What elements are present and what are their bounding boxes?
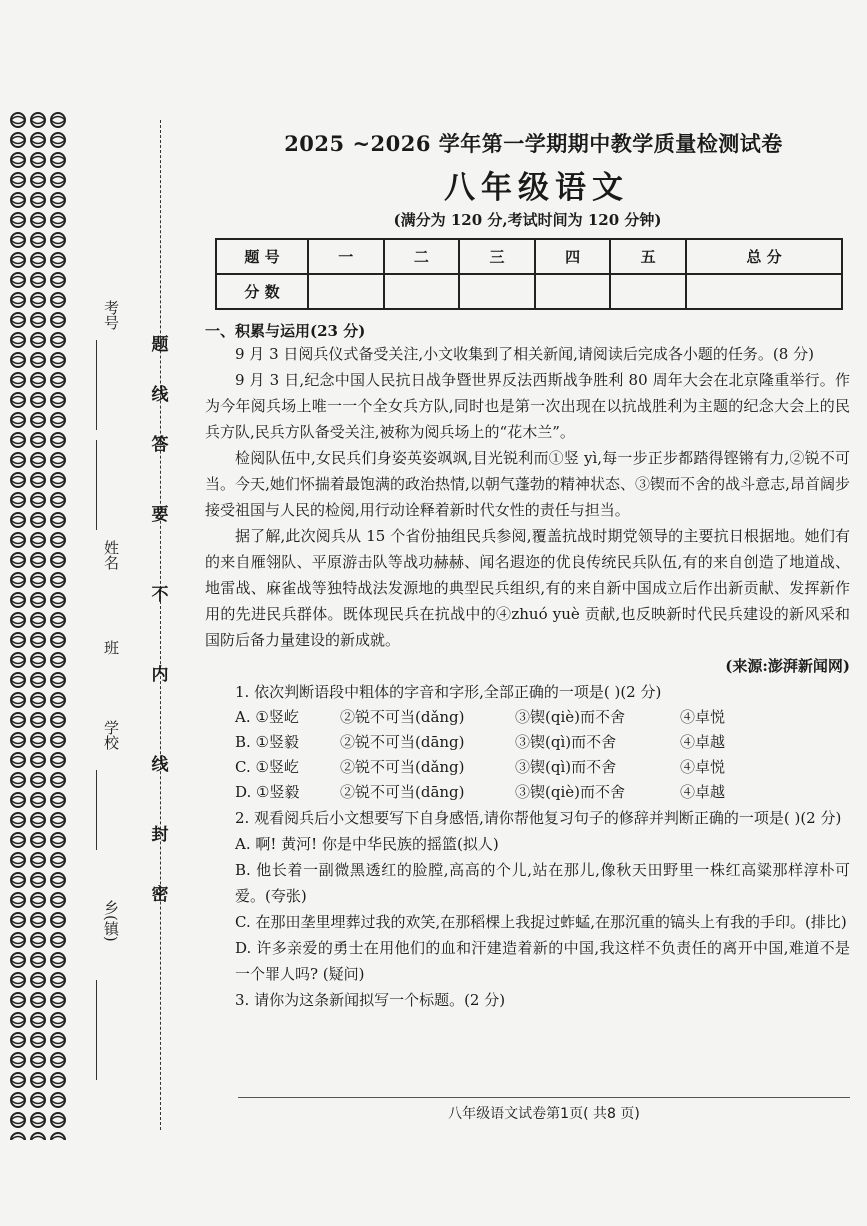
news-source: (来源:澎湃新闻网) [725,657,850,675]
subject-title: 八年级语文 [444,170,629,206]
class-label: 班 [102,640,120,655]
q1-option-d[interactable] [205,780,850,805]
score-cell[interactable] [686,274,842,309]
option-part: ④卓越 [680,783,726,801]
q1-option-c[interactable] [205,755,850,780]
score-cell[interactable] [535,274,611,309]
option-part: ④卓越 [680,733,726,751]
section-intro: 9 月 3 日阅兵仪式备受关注,小文收集到了相关新闻,请阅读后完成各小题的任务。(8 分) [235,345,814,363]
option-part: ②锐不可当(dǎng) [340,708,465,726]
kaohao-line[interactable] [96,340,97,430]
q2-option-c[interactable]: C. 在那田垄里埋葬过我的欢笑,在那稻棵上我捉过蚱蜢,在那沉重的镐头上有我的手印。(排比) [235,913,847,931]
option-part: ③锲(qì)而不舍 [515,758,617,776]
score-header-cell: 总 分 [686,239,842,274]
score-cell[interactable] [459,274,535,309]
score-header-row [216,239,842,274]
seal-char: 内 [151,665,169,685]
seal-char: 线 [151,755,169,775]
option-part: A. ①竖屹 [235,708,299,726]
q2-option-b[interactable]: B. 他长着一副微黑透红的脸膛,高高的个儿,站在那儿,像秋天田野里一株红高粱那样淳朴可爱。(夸张) [235,861,850,905]
footer-divider [238,1097,850,1098]
score-header-cell: 题 号 [216,239,308,274]
school-line[interactable] [96,770,97,850]
score-value-row [216,274,842,309]
page-footer: 八年级语文试卷第1页( 共8 页) [448,1106,640,1122]
news-paragraph: 检阅队伍中,女民兵们身姿英姿飒飒,目光锐利而①竖 yì,每一步正步都踏得铿锵有力,②锐不可当。今天,她们怀揣着最饱满的政治热情,以朝气蓬勃的精神状态、③锲而不舍的战斗意志,昂首阔步接受祖国与人民的检阅,用行动诠释着新时代女性的责任与担当。 [205,449,850,519]
score-cell[interactable] [308,274,384,309]
option-part: ③锲(qì)而不舍 [515,733,617,751]
student-info-column [72,300,122,1100]
exam-content [205,128,850,1013]
township-label: 乡(镇) [102,900,120,942]
seal-char: 不 [151,585,169,605]
q2-option-d[interactable]: D. 许多亲爱的勇士在用他们的血和汗建造着新的中国,我这样不负责任的离开中国,难道不是一个罪人吗? (疑问) [235,939,850,983]
option-part: D. ①竖毅 [235,783,300,801]
score-header-cell: 二 [384,239,460,274]
name-label: 姓名 [102,540,120,570]
score-header-cell: 一 [308,239,384,274]
option-part: ④卓悦 [680,708,726,726]
question-3: 3. 请你为这条新闻拟写一个标题。(2 分) [235,991,506,1009]
score-cell[interactable] [610,274,686,309]
seal-text-column [140,300,180,1000]
exam-note: (满分为 120 分,考试时间为 120 分钟) [393,211,662,229]
seal-char: 封 [151,825,169,845]
news-paragraph: 9 月 3 日,纪念中国人民抗日战争暨世界反法西斯战争胜利 80 周年大会在北京隆重举行。作为今年阅兵场上唯一一个全女兵方队,同时也是第一次出现在以抗战胜利为主题的纪念大会上的民兵方队,民兵方队备受关注,被称为阅兵场上的“花木兰”。 [205,371,850,441]
seal-char: 线 [151,385,169,405]
seal-char: 题 [151,335,169,355]
q1-option-a[interactable] [205,705,850,730]
name-line[interactable] [96,440,97,530]
option-part: C. ①竖屹 [235,758,299,776]
option-part: ②锐不可当(dāng) [340,783,465,801]
option-part: ③锲(qiè)而不舍 [515,708,625,726]
question-1: 1. 依次判断语段中粗体的字音和字形,全部正确的一项是( )(2 分) [235,683,662,701]
score-row-label: 分 数 [216,274,308,309]
seal-char: 答 [151,435,169,455]
q2-option-a[interactable]: A. 啊! 黄河! 你是中华民族的摇篮(拟人) [235,835,499,853]
q1-option-b[interactable] [205,730,850,755]
kaohao-label: 考号 [102,300,120,330]
option-part: ③锲(qiè)而不舍 [515,783,625,801]
seal-char: 密 [151,885,169,905]
school-label: 学校 [102,720,120,750]
exam-title: 2025 ~2026 学年第一学期期中教学质量检测试卷 [284,131,783,156]
seal-char: 要 [151,505,169,525]
score-table [215,238,843,310]
question-2: 2. 观看阅兵后小文想要写下自身感悟,请你帮他复习句子的修辞并判断正确的一项是( )(2 分) [235,809,842,827]
township-line[interactable] [96,980,97,1080]
binding-pattern [8,110,68,1140]
score-header-cell: 三 [459,239,535,274]
score-header-cell: 五 [610,239,686,274]
option-part: ②锐不可当(dǎng) [340,758,465,776]
option-part: ④卓悦 [680,758,726,776]
option-part: B. ①竖毅 [235,733,300,751]
news-paragraph: 据了解,此次阅兵从 15 个省份抽组民兵参阅,覆盖抗战时期党领导的主要抗日根据地。她们有的来自雁翎队、平原游击队等战功赫赫、闻名遐迩的优良传统民兵队伍,有的来自创造了地道战、地雷战、麻雀战等独特战法发源地的典型民兵组织,有的来自新中国成立后作出新贡献、发挥新作用的先进民兵群体。既体现民兵在抗战中的④zhuó yuè 贡献,也反映新时代民兵建设的新风采和国防后备力量建设的新成就。 [205,527,850,649]
score-header-cell: 四 [535,239,611,274]
score-cell[interactable] [384,274,460,309]
option-part: ②锐不可当(dāng) [340,733,465,751]
section-title: 一、积累与运用(23 分) [205,322,366,340]
